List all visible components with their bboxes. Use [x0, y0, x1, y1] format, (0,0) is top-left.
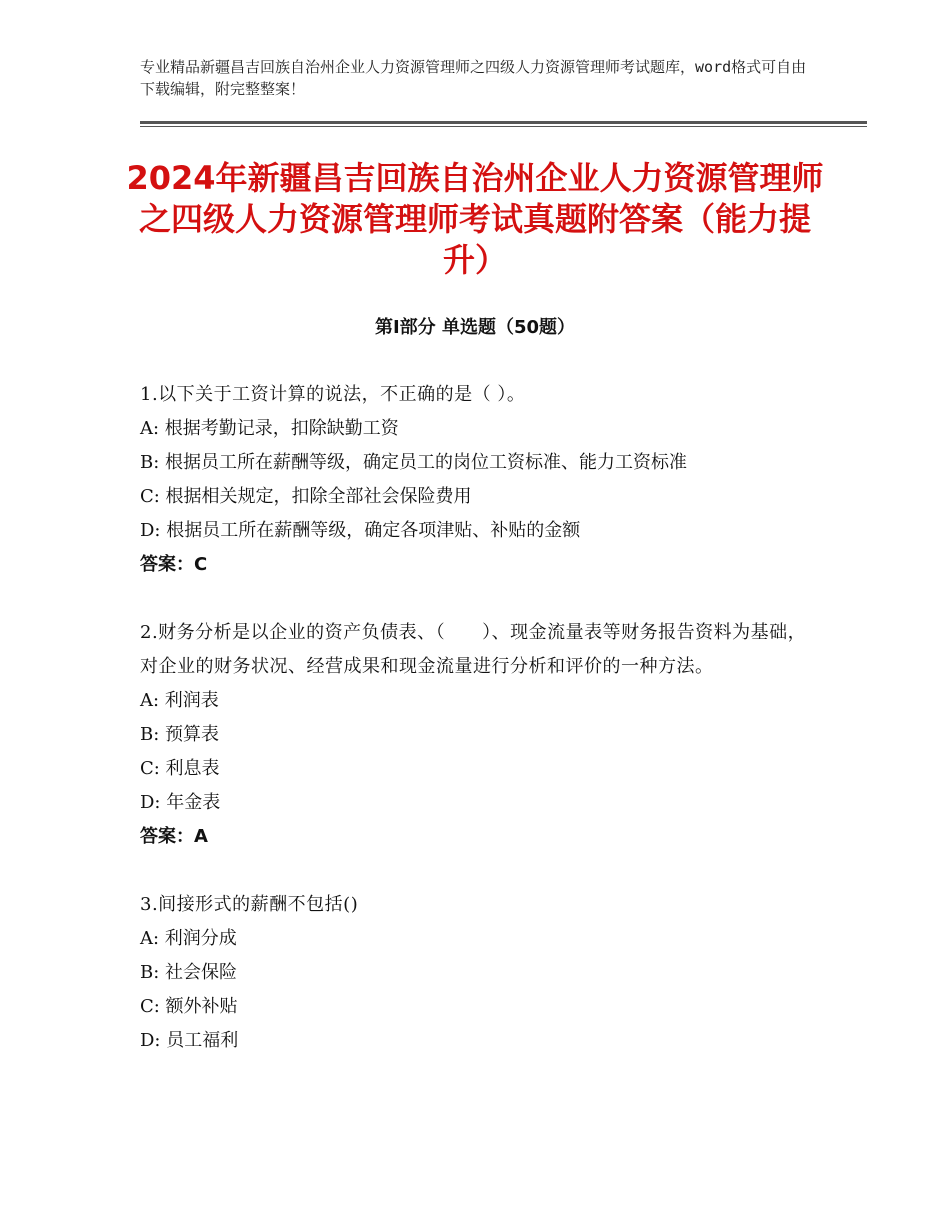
option-c: C: 根据相关规定，扣除全部社会保险费用: [140, 486, 472, 507]
option-b: B: 社会保险: [140, 962, 238, 983]
question-list: [140, 378, 820, 1092]
option-d: D: 根据员工所在薪酬等级，确定各项津贴、补贴的金额: [140, 520, 581, 541]
question-3: [140, 888, 820, 1058]
answer: 答案：A: [140, 826, 208, 847]
question-1: [140, 378, 820, 582]
option-a: A: 利润分成: [140, 928, 237, 949]
header-note: 专业精品新疆昌吉回族自治州企业人力资源管理师之四级人力资源管理师考试题库，word格式可自由下载编辑，附完整整案！: [140, 58, 807, 98]
option-b: B: 预算表: [140, 724, 220, 745]
option-b: B: 根据员工所在薪酬等级，确定员工的岗位工资标准、能力工资标准: [140, 452, 688, 473]
document-title: 2024年新疆昌吉回族自治州企业人力资源管理师之四级人力资源管理师考试真题附答案（能力提升）: [126, 159, 824, 279]
question-2: [140, 616, 820, 854]
option-d: D: 员工福利: [140, 1030, 239, 1051]
header-divider-thin: [140, 126, 867, 127]
option-c: C: 额外补贴: [140, 996, 238, 1017]
answer: 答案：C: [140, 554, 208, 575]
option-c: C: 利息表: [140, 758, 220, 779]
option-d: D: 年金表: [140, 792, 221, 813]
section-heading: 第Ⅰ部分 单选题（50题）: [374, 317, 575, 338]
option-a: A: 根据考勤记录，扣除缺勤工资: [140, 418, 399, 439]
question-stem: 3.间接形式的薪酬不包括(): [140, 894, 359, 915]
question-stem: 2.财务分析是以企业的资产负债表、（ ）、现金流量表等财务报告资料为基础，对企业的财务状况、经营成果和现金流量进行分析和评价的一种方法。: [140, 622, 807, 677]
header-divider: [140, 121, 867, 124]
question-stem: 1.以下关于工资计算的说法，不正确的是（ ）。: [140, 384, 526, 405]
option-a: A: 利润表: [140, 690, 219, 711]
